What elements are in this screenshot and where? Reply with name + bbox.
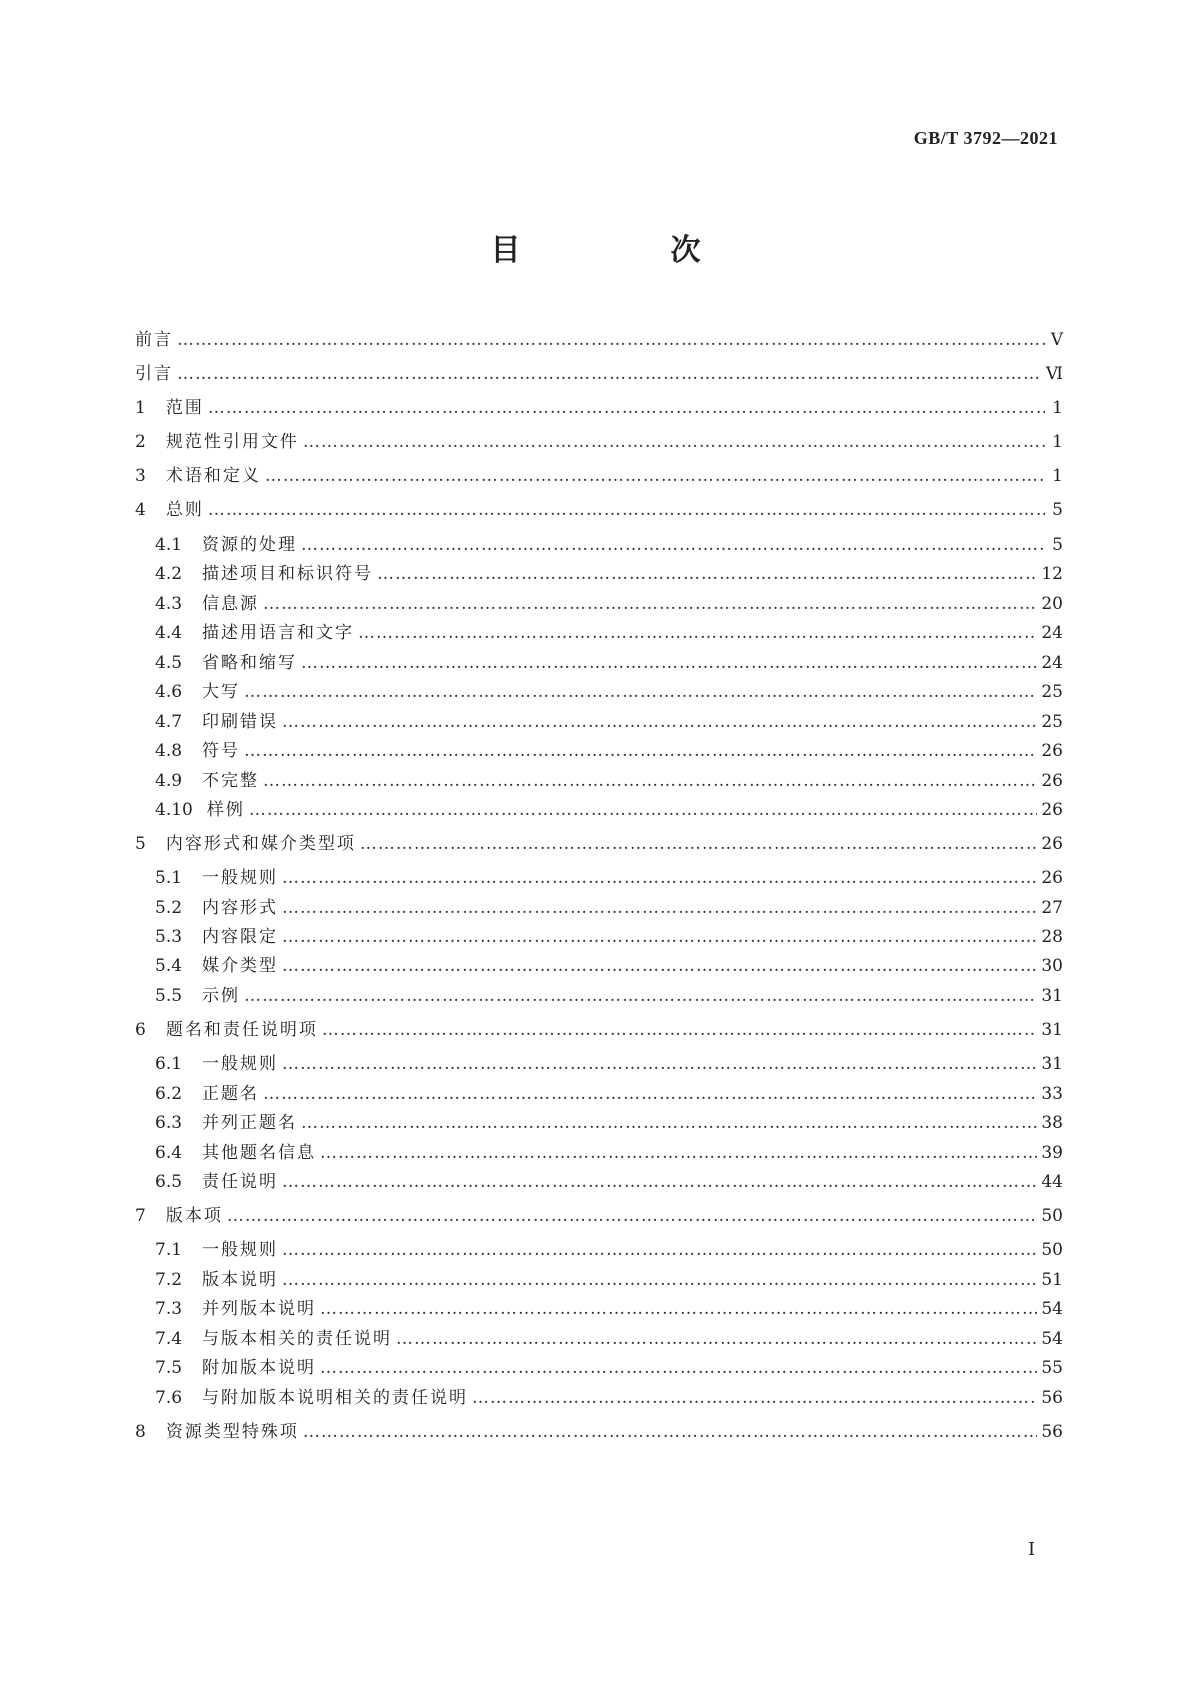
toc-entry-page: 5 — [1052, 535, 1063, 555]
toc-entry-number: 4.2 — [155, 564, 183, 584]
toc-entry-title: 附加版本说明 — [202, 1358, 317, 1378]
toc-entry-title: 范围 — [165, 398, 204, 418]
toc-entry-number: 4.1 — [155, 535, 183, 555]
toc-entry[interactable] — [135, 361, 1063, 387]
toc-entry-title: 规范性引用文件 — [165, 432, 299, 452]
toc-entry-number: 4 — [135, 500, 146, 520]
toc-entry-title: 描述用语言和文字 — [202, 623, 355, 643]
toc-entry-title: 前言 — [135, 330, 173, 350]
toc-entry-number: 5.5 — [155, 986, 183, 1006]
dot-leader — [472, 1385, 1037, 1411]
toc-entry-title: 资源的处理 — [202, 535, 298, 555]
toc-entry[interactable] — [155, 1385, 1063, 1411]
toc-entry-page: 31 — [1041, 986, 1063, 1006]
toc-entry-page: 26 — [1041, 741, 1063, 761]
dot-leader — [282, 924, 1037, 950]
toc-entry[interactable] — [155, 953, 1063, 979]
toc-entry[interactable] — [155, 1267, 1063, 1293]
toc-entry-page: 1 — [1052, 466, 1063, 486]
toc-entry-number: 4.7 — [155, 712, 183, 732]
toc-entry[interactable] — [155, 1296, 1063, 1322]
dot-leader — [282, 1267, 1037, 1293]
toc-entry[interactable] — [155, 924, 1063, 950]
toc-entry-number: 5 — [135, 834, 146, 854]
toc-entry[interactable] — [155, 1237, 1063, 1263]
toc-entry[interactable] — [155, 1081, 1063, 1107]
toc-entry-title: 一般规则 — [202, 1240, 279, 1260]
toc-entry-page: 26 — [1041, 834, 1063, 854]
toc-entry[interactable] — [155, 768, 1063, 794]
toc-entry-page: 44 — [1041, 1172, 1063, 1192]
toc-entry[interactable] — [135, 395, 1063, 421]
toc-entry-page: 56 — [1041, 1422, 1063, 1442]
toc-entry-title: 术语和定义 — [165, 466, 261, 486]
toc-entry-title: 描述项目和标识符号 — [202, 564, 374, 584]
toc-entry-title: 并列正题名 — [202, 1113, 298, 1133]
toc-entry-page: 20 — [1041, 594, 1063, 614]
page-number: I — [1028, 1539, 1036, 1560]
toc-entry[interactable] — [155, 1169, 1063, 1195]
toc-entry[interactable] — [155, 738, 1063, 764]
toc-entry-number: 4.5 — [155, 653, 183, 673]
toc-entry-page: 25 — [1041, 682, 1063, 702]
dot-leader — [282, 709, 1037, 735]
toc-entry-title: 总则 — [165, 500, 204, 520]
toc-entry-number: 6.1 — [155, 1054, 183, 1074]
toc-entry-title: 一般规则 — [202, 1054, 279, 1074]
toc-entry-number: 7.1 — [155, 1240, 183, 1260]
toc-entry-number: 4.10 — [155, 800, 193, 820]
toc-entry[interactable] — [135, 429, 1063, 455]
toc-entry[interactable] — [135, 327, 1063, 353]
toc-entry-number: 4.9 — [155, 771, 183, 791]
toc-entry-page: 26 — [1041, 868, 1063, 888]
toc-entry-page: 33 — [1041, 1084, 1063, 1104]
toc-entry[interactable] — [155, 797, 1063, 823]
toc-entry-page: 54 — [1041, 1329, 1063, 1349]
toc-entry-page: Ⅴ — [1050, 330, 1063, 350]
toc-entry-page: 1 — [1052, 398, 1063, 418]
toc-entry-title: 媒介类型 — [202, 956, 279, 976]
dot-leader — [360, 831, 1038, 857]
toc-entry-title: 省略和缩写 — [202, 653, 298, 673]
dot-leader — [249, 797, 1038, 823]
toc-entry-number: 7.3 — [155, 1299, 183, 1319]
toc-entry-page: 12 — [1041, 564, 1063, 584]
dot-leader — [263, 591, 1037, 617]
toc-entry-title: 内容形式 — [202, 898, 279, 918]
dot-leader — [263, 1081, 1037, 1107]
toc-entry-page: 25 — [1041, 712, 1063, 732]
dot-leader — [282, 953, 1037, 979]
toc-entry-number: 8 — [135, 1422, 146, 1442]
toc-entry-title: 与版本相关的责任说明 — [202, 1329, 393, 1349]
toc-entry-number: 4.6 — [155, 682, 183, 702]
toc-entry[interactable] — [155, 561, 1063, 587]
dot-leader — [320, 1355, 1037, 1381]
toc-entry-number: 7.4 — [155, 1329, 183, 1349]
toc-entry-page: 30 — [1041, 956, 1063, 976]
standard-code: GB/T 3792—2021 — [913, 128, 1058, 148]
toc-entry[interactable] — [155, 865, 1063, 891]
toc-entry-title: 题名和责任说明项 — [165, 1020, 318, 1040]
toc-entry[interactable] — [155, 1110, 1063, 1136]
toc-entry-number: 6 — [135, 1020, 146, 1040]
dot-leader — [244, 738, 1037, 764]
toc-entry[interactable] — [155, 1051, 1063, 1077]
toc-entry-title: 信息源 — [202, 594, 260, 614]
dot-leader — [303, 1419, 1038, 1445]
toc-entry-number: 1 — [135, 398, 146, 418]
toc-entry-number: 7.2 — [155, 1270, 183, 1290]
toc-entry-number: 5.1 — [155, 868, 183, 888]
toc-entry-title: 版本项 — [165, 1206, 223, 1226]
toc-entry-title: 内容形式和媒介类型项 — [165, 834, 356, 854]
toc-entry[interactable] — [155, 983, 1063, 1009]
toc-entry-page: 50 — [1041, 1206, 1063, 1226]
dot-leader — [208, 395, 1045, 421]
toc-entry-number: 2 — [135, 432, 146, 452]
dot-leader — [244, 679, 1037, 705]
dot-leader — [320, 1296, 1037, 1322]
toc-entry-title: 版本说明 — [202, 1270, 279, 1290]
toc-entry[interactable] — [155, 895, 1063, 921]
toc-entry[interactable] — [155, 679, 1063, 705]
dot-leader — [396, 1326, 1037, 1352]
toc-entry-title: 责任说明 — [202, 1172, 279, 1192]
toc-entry[interactable] — [135, 1203, 1063, 1229]
toc-entry[interactable] — [155, 591, 1063, 617]
toc-entry[interactable] — [155, 1326, 1063, 1352]
toc-entry-page: 27 — [1041, 898, 1063, 918]
toc-entry-title: 正题名 — [202, 1084, 260, 1104]
toc-entry-page: 1 — [1052, 432, 1063, 452]
toc-entry-title: 样例 — [206, 800, 245, 820]
dot-leader — [322, 1017, 1038, 1043]
toc-entry[interactable] — [135, 497, 1063, 523]
toc-entry-title: 符号 — [202, 741, 241, 761]
toc-entry[interactable] — [135, 831, 1063, 857]
toc-entry-number: 4.3 — [155, 594, 183, 614]
toc-entry[interactable] — [135, 1419, 1063, 1445]
toc-entry-title: 印刷错误 — [202, 712, 279, 732]
toc-entry-title: 内容限定 — [202, 927, 279, 947]
toc-entry-page: 5 — [1052, 500, 1063, 520]
toc-entry-page: 24 — [1041, 653, 1063, 673]
toc-entry-number: 5.2 — [155, 898, 183, 918]
dot-leader — [301, 650, 1037, 676]
toc-entry-page: 38 — [1041, 1113, 1063, 1133]
dot-leader — [227, 1203, 1038, 1229]
toc-entry-number: 6.4 — [155, 1143, 183, 1163]
dot-leader — [358, 620, 1037, 646]
toc-entry-title: 一般规则 — [202, 868, 279, 888]
toc-entry[interactable] — [155, 1140, 1063, 1166]
toc-entry-page: 31 — [1041, 1020, 1063, 1040]
dot-leader — [208, 497, 1045, 523]
toc-entry-page: 50 — [1041, 1240, 1063, 1260]
dot-leader — [265, 463, 1045, 489]
dot-leader — [282, 1051, 1037, 1077]
toc-entry-title: 大写 — [202, 682, 241, 702]
toc-entry-page: 26 — [1041, 800, 1063, 820]
dot-leader — [177, 327, 1045, 353]
toc-entry-page: 24 — [1041, 623, 1063, 643]
dot-leader — [377, 561, 1037, 587]
toc-entry-page: 28 — [1041, 927, 1063, 947]
toc-entry-page: 56 — [1041, 1388, 1063, 1408]
toc-entry-title: 并列版本说明 — [202, 1299, 317, 1319]
toc-entry-title: 示例 — [202, 986, 241, 1006]
toc-entry-number: 7.6 — [155, 1388, 183, 1408]
toc-entry-page: 54 — [1041, 1299, 1063, 1319]
toc-entry[interactable] — [155, 620, 1063, 646]
toc-entry-page: 51 — [1041, 1270, 1063, 1290]
dot-leader — [303, 429, 1045, 455]
toc-entry-title: 与附加版本说明相关的责任说明 — [202, 1388, 469, 1408]
toc-entry-title: 不完整 — [202, 771, 260, 791]
toc-entry[interactable] — [155, 1355, 1063, 1381]
dot-leader — [244, 983, 1037, 1009]
toc-entry-number: 6.3 — [155, 1113, 183, 1133]
dot-leader — [282, 1169, 1037, 1195]
toc-entry[interactable] — [155, 532, 1063, 558]
toc-entry-title: 资源类型特殊项 — [165, 1422, 299, 1442]
toc-entry-number: 4.4 — [155, 623, 183, 643]
page-title: 目 次 — [490, 233, 761, 268]
dot-leader — [282, 865, 1037, 891]
toc-entry-number: 6.5 — [155, 1172, 183, 1192]
toc-entry-page: 31 — [1041, 1054, 1063, 1074]
toc-entry-title: 其他题名信息 — [202, 1143, 317, 1163]
toc-entry[interactable] — [135, 463, 1063, 489]
toc-entry-page: 26 — [1041, 771, 1063, 791]
toc-entry-page: 39 — [1041, 1143, 1063, 1163]
toc-entry-number: 6.2 — [155, 1084, 183, 1104]
toc-entry-number: 3 — [135, 466, 146, 486]
toc-entry-number: 7 — [135, 1206, 146, 1226]
dot-leader — [263, 768, 1037, 794]
toc-entry-number: 4.8 — [155, 741, 183, 761]
toc-entry[interactable] — [155, 709, 1063, 735]
dot-leader — [282, 1237, 1037, 1263]
dot-leader — [301, 532, 1045, 558]
dot-leader — [301, 1110, 1037, 1136]
dot-leader — [320, 1140, 1037, 1166]
toc-entry[interactable] — [135, 1017, 1063, 1043]
toc-entry-page: 55 — [1041, 1358, 1063, 1378]
toc-entry-number: 5.3 — [155, 927, 183, 947]
dot-leader — [177, 361, 1042, 387]
toc-entry-title: 引言 — [135, 364, 173, 384]
toc-entry-page: Ⅵ — [1045, 364, 1063, 384]
dot-leader — [282, 895, 1037, 921]
toc-entry-number: 5.4 — [155, 956, 183, 976]
toc-entry-number: 7.5 — [155, 1358, 183, 1378]
toc-entry[interactable] — [155, 650, 1063, 676]
